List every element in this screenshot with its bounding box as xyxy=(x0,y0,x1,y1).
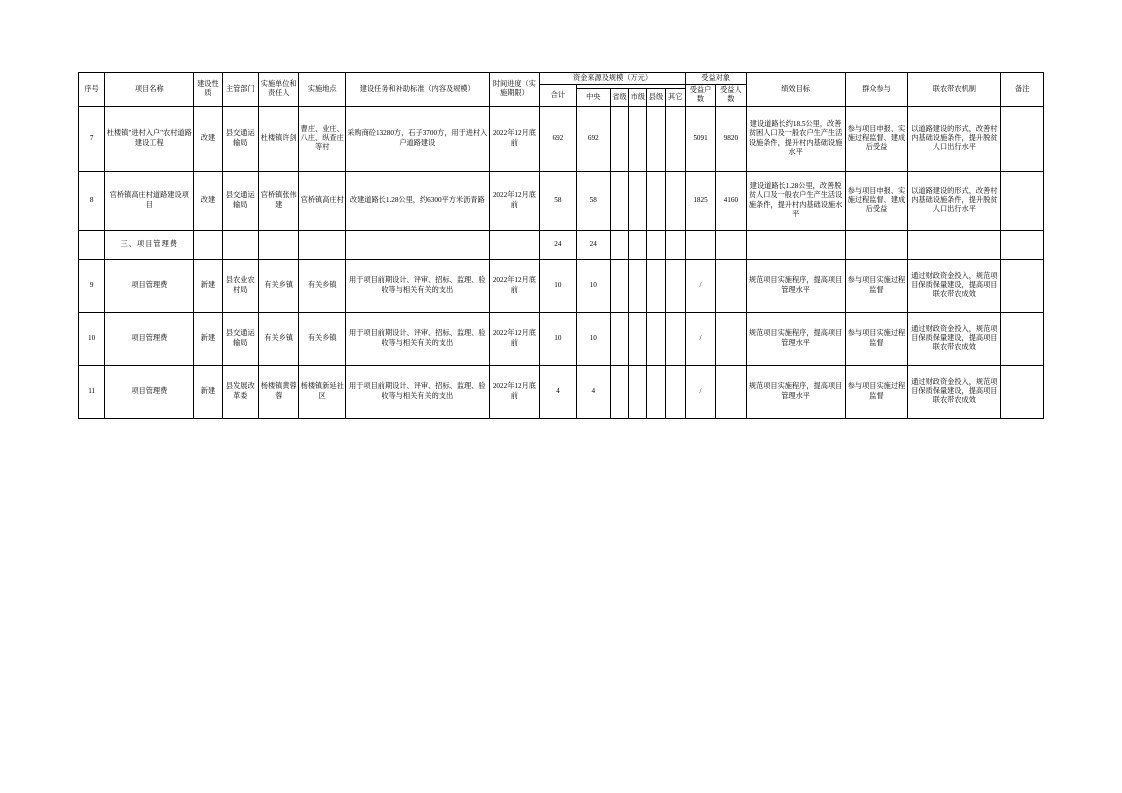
cell-benefit-households xyxy=(685,230,715,259)
cell-impl-unit: 有关乡镇 xyxy=(259,312,299,365)
cell-county xyxy=(647,230,665,259)
cell-link-mechanism: 以道路建设的形式，改善村内基础设施条件，提升脱贫人口出行水平 xyxy=(908,171,1001,230)
cell-impl-unit: 有关乡镇 xyxy=(259,259,299,312)
cell-public-participation xyxy=(845,230,908,259)
cell-city xyxy=(629,106,647,171)
cell-link-mechanism xyxy=(908,230,1001,259)
cell-city xyxy=(629,171,647,230)
cell-public-participation: 参与项目实施过程监督 xyxy=(845,365,908,418)
cell-province xyxy=(610,259,628,312)
table-summary-row xyxy=(79,230,1044,259)
cell-competent-dept: 县农业农村局 xyxy=(222,259,258,312)
cell-city xyxy=(629,259,647,312)
cell-task-standard: 用于项目前期设计、评审、招标、监理、验收等与相关有关的支出 xyxy=(345,259,489,312)
cell-other xyxy=(665,259,685,312)
th-task-standard: 建设任务和补助标准（内容及规模） xyxy=(345,73,489,107)
cell-total: 10 xyxy=(540,259,576,312)
cell-benefit-households: / xyxy=(685,365,715,418)
th-benefit-group: 受益对象 xyxy=(685,73,746,85)
table-row xyxy=(79,259,1044,312)
cell-city xyxy=(629,230,647,259)
cell-performance: 规范项目实施程序，提高项目管理水平 xyxy=(746,259,845,312)
cell-county xyxy=(647,106,665,171)
th-province: 省级 xyxy=(610,89,628,106)
cell-impl-unit: 官桥镇张伟建 xyxy=(259,171,299,230)
cell-impl-place: 曹庄、业庄、八庄、纵查庄等村 xyxy=(299,106,346,171)
th-impl-place: 实施地点 xyxy=(299,73,346,107)
table-row xyxy=(79,106,1044,171)
cell-benefit-people xyxy=(716,365,746,418)
th-remark: 备注 xyxy=(1001,73,1044,107)
cell-impl-unit xyxy=(259,230,299,259)
cell-project-name: 项目管理费 xyxy=(105,365,194,418)
cell-other xyxy=(665,230,685,259)
cell-total: 24 xyxy=(540,230,576,259)
table-body xyxy=(79,106,1044,418)
cell-public-participation: 参与项目实施过程监督 xyxy=(845,312,908,365)
cell-province xyxy=(610,106,628,171)
cell-impl-place: 有关乡镇 xyxy=(299,259,346,312)
cell-project-name: 杜楼镇"进村入户"农村道路建设工程 xyxy=(105,106,194,171)
cell-summary-label: 三、项目管理费 xyxy=(105,230,194,259)
cell-project-name: 项目管理费 xyxy=(105,312,194,365)
cell-task-standard: 用于项目前期设计、评审、招标、监理、验收等与相关有关的支出 xyxy=(345,365,489,418)
cell-build-nature: 新建 xyxy=(194,312,222,365)
cell-seq: 11 xyxy=(79,365,105,418)
cell-other xyxy=(665,106,685,171)
cell-time-limit: 2022年12月底前 xyxy=(489,106,540,171)
cell-time-limit: 2022年12月底前 xyxy=(489,365,540,418)
cell-time-limit: 2022年12月底前 xyxy=(489,171,540,230)
cell-county xyxy=(647,365,665,418)
th-link-mechanism: 联农带农机制 xyxy=(908,73,1001,107)
th-total: 合计 xyxy=(540,85,576,106)
cell-other xyxy=(665,171,685,230)
th-time-limit: 时间进度（实施期限） xyxy=(489,73,540,107)
cell-other xyxy=(665,312,685,365)
cell-city xyxy=(629,312,647,365)
cell-impl-unit: 杨楼镇黄蓉蓉 xyxy=(259,365,299,418)
cell-benefit-people xyxy=(716,230,746,259)
cell-remark xyxy=(1001,230,1044,259)
th-seq: 序号 xyxy=(79,73,105,107)
cell-benefit-households: 5091 xyxy=(685,106,715,171)
cell-competent-dept: 县交通运输局 xyxy=(222,171,258,230)
th-performance: 绩效目标 xyxy=(746,73,845,107)
cell-benefit-households: / xyxy=(685,312,715,365)
th-public-participation: 群众参与 xyxy=(845,73,908,107)
cell-total: 10 xyxy=(540,312,576,365)
cell-build-nature: 新建 xyxy=(194,365,222,418)
cell-link-mechanism: 通过财政资金投入，规范项目保质保量建设，提高项目联农带农成效 xyxy=(908,312,1001,365)
cell-province xyxy=(610,230,628,259)
cell-competent-dept: 县发展改革委 xyxy=(222,365,258,418)
cell-task-standard: 用于项目前期设计、评审、招标、监理、验收等与相关有关的支出 xyxy=(345,312,489,365)
cell-benefit-households: 1825 xyxy=(685,171,715,230)
th-impl-unit: 实施单位和责任人 xyxy=(259,73,299,107)
cell-remark xyxy=(1001,106,1044,171)
project-plan-table xyxy=(78,72,1044,419)
cell-public-participation: 参与项目实施过程监督 xyxy=(845,259,908,312)
cell-province xyxy=(610,171,628,230)
cell-public-participation: 参与项目申报、实施过程监督、建成后受益 xyxy=(845,106,908,171)
th-benefit-households: 受益户数 xyxy=(685,85,715,106)
table-row xyxy=(79,171,1044,230)
cell-build-nature: 改建 xyxy=(194,106,222,171)
cell-total: 692 xyxy=(540,106,576,171)
cell-build-nature: 改建 xyxy=(194,171,222,230)
cell-central: 10 xyxy=(576,259,610,312)
cell-performance: 建设道路长约18.5公里，改善贫困人口及一般农户生产生活设施条件，提升村内基础设施水平 xyxy=(746,106,845,171)
cell-build-nature: 新建 xyxy=(194,259,222,312)
cell-performance: 规范项目实施程序，提高项目管理水平 xyxy=(746,312,845,365)
cell-task-standard xyxy=(345,230,489,259)
cell-seq: 8 xyxy=(79,171,105,230)
cell-impl-unit: 杜楼镇许剑 xyxy=(259,106,299,171)
th-city: 市级 xyxy=(629,89,647,106)
cell-seq: 7 xyxy=(79,106,105,171)
cell-link-mechanism: 以道路建设的形式，改善村内基础设施条件，提升脱贫人口出行水平 xyxy=(908,106,1001,171)
cell-competent-dept xyxy=(222,230,258,259)
cell-total: 4 xyxy=(540,365,576,418)
th-fund-group: 资金来源及规模（万元） xyxy=(540,73,686,85)
th-project-name: 项目名称 xyxy=(105,73,194,107)
cell-project-name: 项目管理费 xyxy=(105,259,194,312)
table-row xyxy=(79,312,1044,365)
cell-seq: 9 xyxy=(79,259,105,312)
th-county: 县级 xyxy=(647,89,665,106)
th-benefit-people: 受益人数 xyxy=(716,85,746,106)
cell-central: 58 xyxy=(576,171,610,230)
cell-time-limit: 2022年12月底前 xyxy=(489,312,540,365)
cell-benefit-people: 9820 xyxy=(716,106,746,171)
th-central: 中央 xyxy=(576,89,610,106)
cell-province xyxy=(610,365,628,418)
cell-task-standard: 改建道路长1.28公里，约6300平方米沥青路 xyxy=(345,171,489,230)
cell-impl-place xyxy=(299,230,346,259)
cell-other xyxy=(665,365,685,418)
th-competent-dept: 主管部门 xyxy=(222,73,258,107)
cell-public-participation: 参与项目申报、实施过程监督、建成后受益 xyxy=(845,171,908,230)
cell-competent-dept: 县交通运输局 xyxy=(222,312,258,365)
cell-county xyxy=(647,259,665,312)
cell-project-name: 官桥镇高庄村道路建设项目 xyxy=(105,171,194,230)
cell-build-nature xyxy=(194,230,222,259)
cell-time-limit: 2022年12月底前 xyxy=(489,259,540,312)
cell-central: 692 xyxy=(576,106,610,171)
cell-central: 24 xyxy=(576,230,610,259)
cell-benefit-people xyxy=(716,312,746,365)
cell-impl-place: 杨楼镇新延社区 xyxy=(299,365,346,418)
cell-performance: 规范项目实施程序，提高项目管理水平 xyxy=(746,365,845,418)
cell-link-mechanism: 通过财政资金投入，规范项目保质保量建设，提高项目联农带农成效 xyxy=(908,259,1001,312)
cell-performance xyxy=(746,230,845,259)
cell-remark xyxy=(1001,171,1044,230)
cell-city xyxy=(629,365,647,418)
cell-time-limit xyxy=(489,230,540,259)
cell-impl-place: 有关乡镇 xyxy=(299,312,346,365)
cell-remark xyxy=(1001,312,1044,365)
cell-province xyxy=(610,312,628,365)
cell-benefit-households: / xyxy=(685,259,715,312)
th-build-nature: 建设性质 xyxy=(194,73,222,107)
table-row xyxy=(79,365,1044,418)
cell-benefit-people: 4160 xyxy=(716,171,746,230)
cell-competent-dept: 县交通运输局 xyxy=(222,106,258,171)
cell-central: 4 xyxy=(576,365,610,418)
cell-county xyxy=(647,171,665,230)
cell-total: 58 xyxy=(540,171,576,230)
cell-county xyxy=(647,312,665,365)
table-header xyxy=(79,73,1044,107)
cell-task-standard: 采购商砼13280方，石子3700方，用于进村入户道路建设 xyxy=(345,106,489,171)
cell-seq xyxy=(79,230,105,259)
cell-remark xyxy=(1001,365,1044,418)
th-other: 其它 xyxy=(665,89,685,106)
cell-remark xyxy=(1001,259,1044,312)
cell-central: 10 xyxy=(576,312,610,365)
cell-benefit-people xyxy=(716,259,746,312)
cell-link-mechanism: 通过财政资金投入，规范项目保质保量建设，提高项目联农带农成效 xyxy=(908,365,1001,418)
cell-impl-place: 官桥镇高庄村 xyxy=(299,171,346,230)
cell-performance: 建设道路长1.28公里，改善脱贫人口及一般农户生产生活设施条件，提升村内基础设施水平 xyxy=(746,171,845,230)
cell-seq: 10 xyxy=(79,312,105,365)
